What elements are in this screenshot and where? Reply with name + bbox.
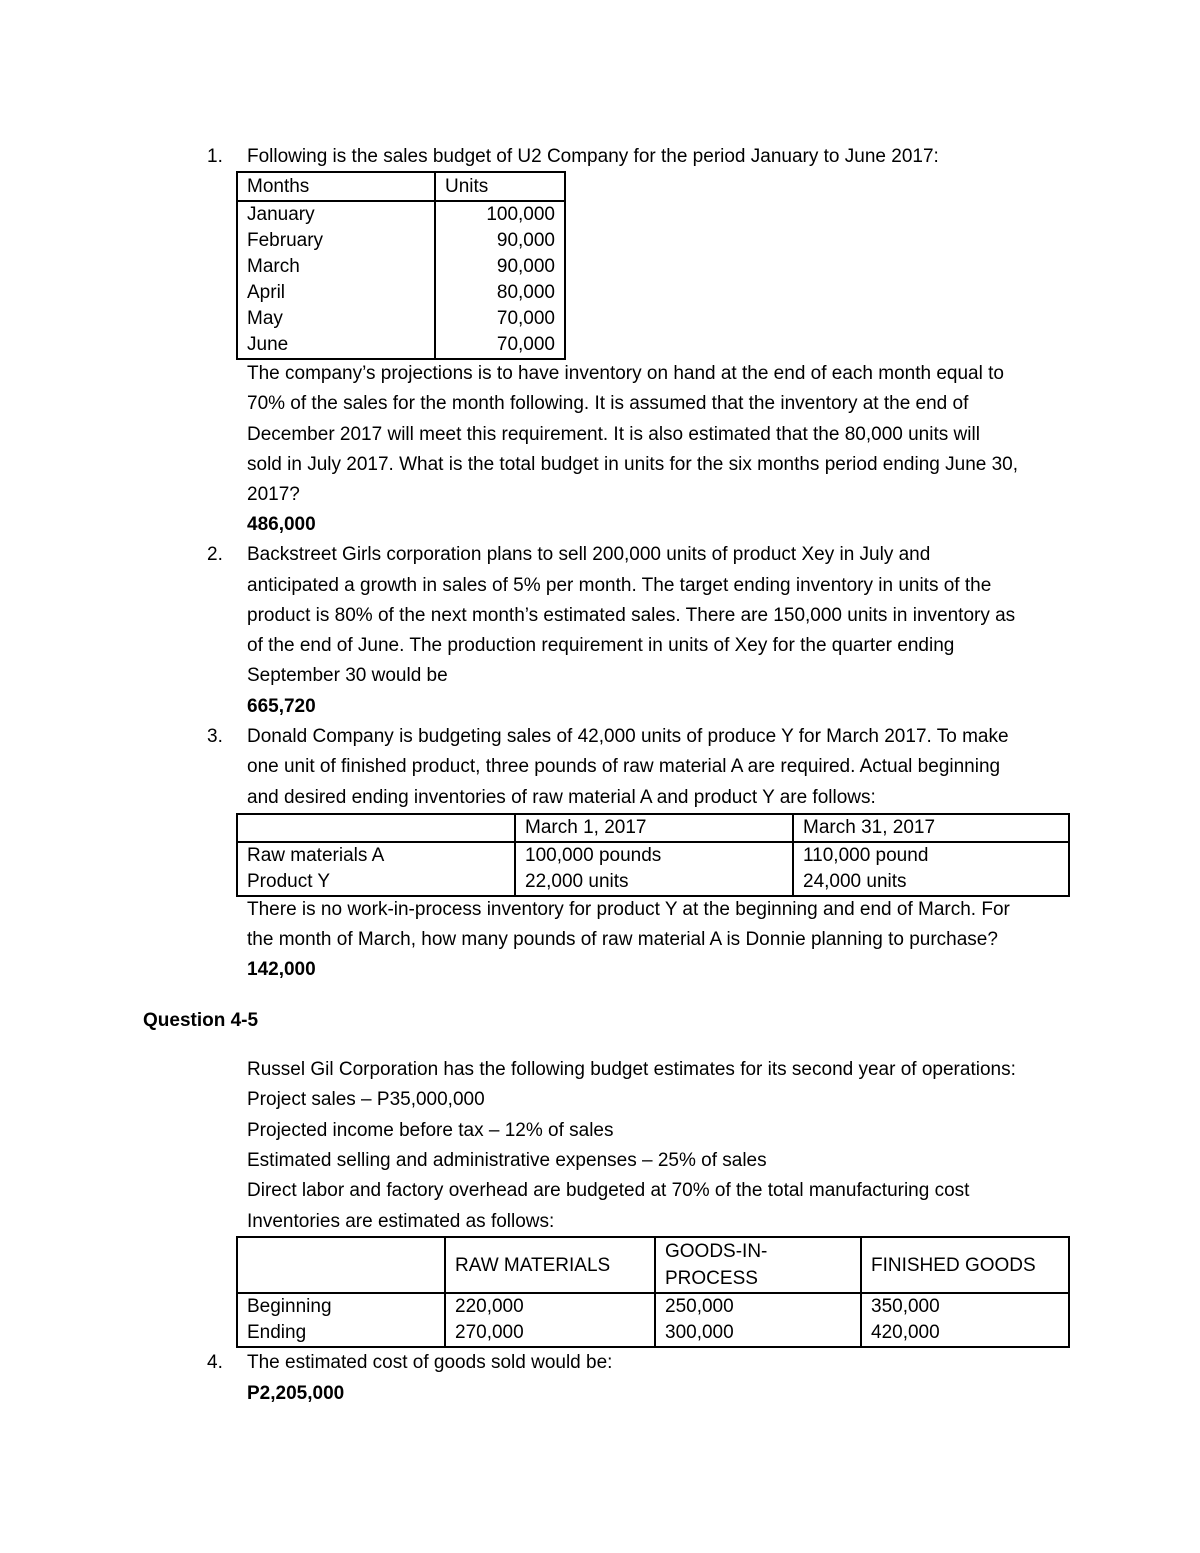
- table-cell: 90,000: [496, 256, 555, 277]
- question-3-text-line: one unit of finished product, three pounds of raw material A are required. Actual beginning: [247, 756, 1001, 777]
- table-header-cell: March 1, 2017: [515, 814, 793, 842]
- question-4-text-line: The estimated cost of goods sold would be:: [247, 1352, 613, 1373]
- table-cell: 24,000 units: [803, 871, 907, 892]
- table-row: [237, 869, 1069, 896]
- question-3-text-line: and desired ending inventories of raw material A and product Y are follows:: [247, 787, 876, 808]
- question-1-text-line: sold in July 2017. What is the total budget in units for the six months period ending June 30,: [247, 454, 1019, 475]
- table-cell: 420,000: [871, 1322, 940, 1343]
- table-row: [237, 280, 565, 306]
- table-header-cell: [237, 1237, 445, 1293]
- question-1-text-line: 70% of the sales for the month following. It is assumed that the inventory at the end of: [247, 393, 969, 414]
- section-text-line: Projected income before tax – 12% of sales: [247, 1120, 614, 1141]
- table-header-cell: FINISHED GOODS: [861, 1237, 1069, 1293]
- question-4-answer: P2,205,000: [247, 1383, 345, 1404]
- question-2-number: 2.: [207, 544, 223, 565]
- table-header-row: [237, 172, 565, 201]
- table-cell: Raw materials A: [237, 842, 515, 869]
- table-row: [237, 254, 565, 280]
- table-cell: 22,000 units: [515, 869, 793, 896]
- table-cell: Ending: [237, 1320, 445, 1347]
- table-header-cell: Months: [237, 172, 435, 201]
- table-cell: March: [237, 254, 435, 280]
- section-text-line: Project sales – P35,000,000: [247, 1089, 485, 1110]
- question-3-answer: 142,000: [247, 959, 316, 980]
- question-1-answer: 486,000: [247, 514, 316, 535]
- question-2-text-line: of the end of June. The production requirement in units of Xey for the quarter ending: [247, 635, 955, 656]
- question-2-text-line: product is 80% of the next month’s estimated sales. There are 150,000 units in inventory as: [247, 605, 1016, 626]
- question-2-text-line: anticipated a growth in sales of 5% per month. The target ending inventory in units of the: [247, 575, 992, 596]
- section-heading: Question 4-5: [143, 1010, 259, 1031]
- table-cell: 70,000: [496, 308, 555, 329]
- table-cell: May: [237, 306, 435, 332]
- question-3-text-line: the month of March, how many pounds of raw material A is Donnie planning to purchase?: [247, 929, 998, 950]
- table-cell: 90,000: [496, 230, 555, 251]
- question-1-text-line: 2017?: [247, 484, 300, 505]
- table-cell: 300,000: [655, 1320, 861, 1347]
- table-cell: 220,000: [445, 1293, 655, 1320]
- table-cell: February: [237, 228, 435, 254]
- table-cell: January: [237, 201, 435, 228]
- table-cell: Beginning: [237, 1293, 445, 1320]
- question-1-intro: Following is the sales budget of U2 Company for the period January to June 2017:: [247, 146, 939, 167]
- table-cell: 100,000: [486, 204, 555, 225]
- table-header-cell: GOODS-IN-PROCESS: [655, 1237, 861, 1293]
- section-text-line: Estimated selling and administrative expenses – 25% of sales: [247, 1150, 767, 1171]
- question-2-text-line: September 30 would be: [247, 665, 448, 686]
- question-3-text-line: There is no work-in-process inventory for product Y at the beginning and end of March. For: [247, 899, 1010, 920]
- question-1-text-line: The company’s projections is to have inventory on hand at the end of each month equal to: [247, 363, 1004, 384]
- table-header-cell: Units: [435, 172, 565, 201]
- question-1-text-line: December 2017 will meet this requirement. It is also estimated that the 80,000 units will: [247, 424, 980, 445]
- table-cell: 350,000: [871, 1296, 940, 1317]
- table-header-cell: [237, 814, 515, 842]
- table-row: [237, 228, 565, 254]
- question-1-number: 1.: [207, 146, 223, 167]
- table-cell: 250,000: [655, 1293, 861, 1320]
- question-4-number: 4.: [207, 1352, 223, 1373]
- table-row: [237, 1293, 1069, 1320]
- question-3-number: 3.: [207, 726, 223, 747]
- table-header-cell: March 31, 2017: [793, 814, 1069, 842]
- question-2-answer: 665,720: [247, 696, 316, 717]
- table-cell: 270,000: [445, 1320, 655, 1347]
- section-text-line: Direct labor and factory overhead are budgeted at 70% of the total manufacturing cost: [247, 1180, 970, 1201]
- table-cell: April: [237, 280, 435, 306]
- question-2-text-line: Backstreet Girls corporation plans to sell 200,000 units of product Xey in July and: [247, 544, 931, 565]
- table-row: [237, 1320, 1069, 1347]
- table-cell: Product Y: [237, 869, 515, 896]
- question-3-text-line: Donald Company is budgeting sales of 42,000 units of produce Y for March 2017. To make: [247, 726, 1009, 747]
- estimated-inventories-table: [236, 1236, 1070, 1348]
- inventory-table: [236, 813, 1070, 897]
- table-row: [237, 842, 1069, 869]
- table-header-row: [237, 1237, 1069, 1293]
- table-row: [237, 306, 565, 332]
- section-text-line: Inventories are estimated as follows:: [247, 1211, 555, 1232]
- sales-budget-table: [236, 171, 566, 360]
- table-row: [237, 332, 565, 359]
- table-cell: 70,000: [496, 334, 555, 355]
- table-cell: June: [237, 332, 435, 359]
- table-cell: 80,000: [496, 282, 555, 303]
- table-cell: 110,000 pound: [803, 845, 929, 866]
- table-header-row: [237, 814, 1069, 842]
- table-header-cell: RAW MATERIALS: [445, 1237, 655, 1293]
- table-row: [237, 201, 565, 228]
- section-text-line: Russel Gil Corporation has the following budget estimates for its second year of operations:: [247, 1059, 1016, 1080]
- table-cell: 100,000 pounds: [515, 842, 793, 869]
